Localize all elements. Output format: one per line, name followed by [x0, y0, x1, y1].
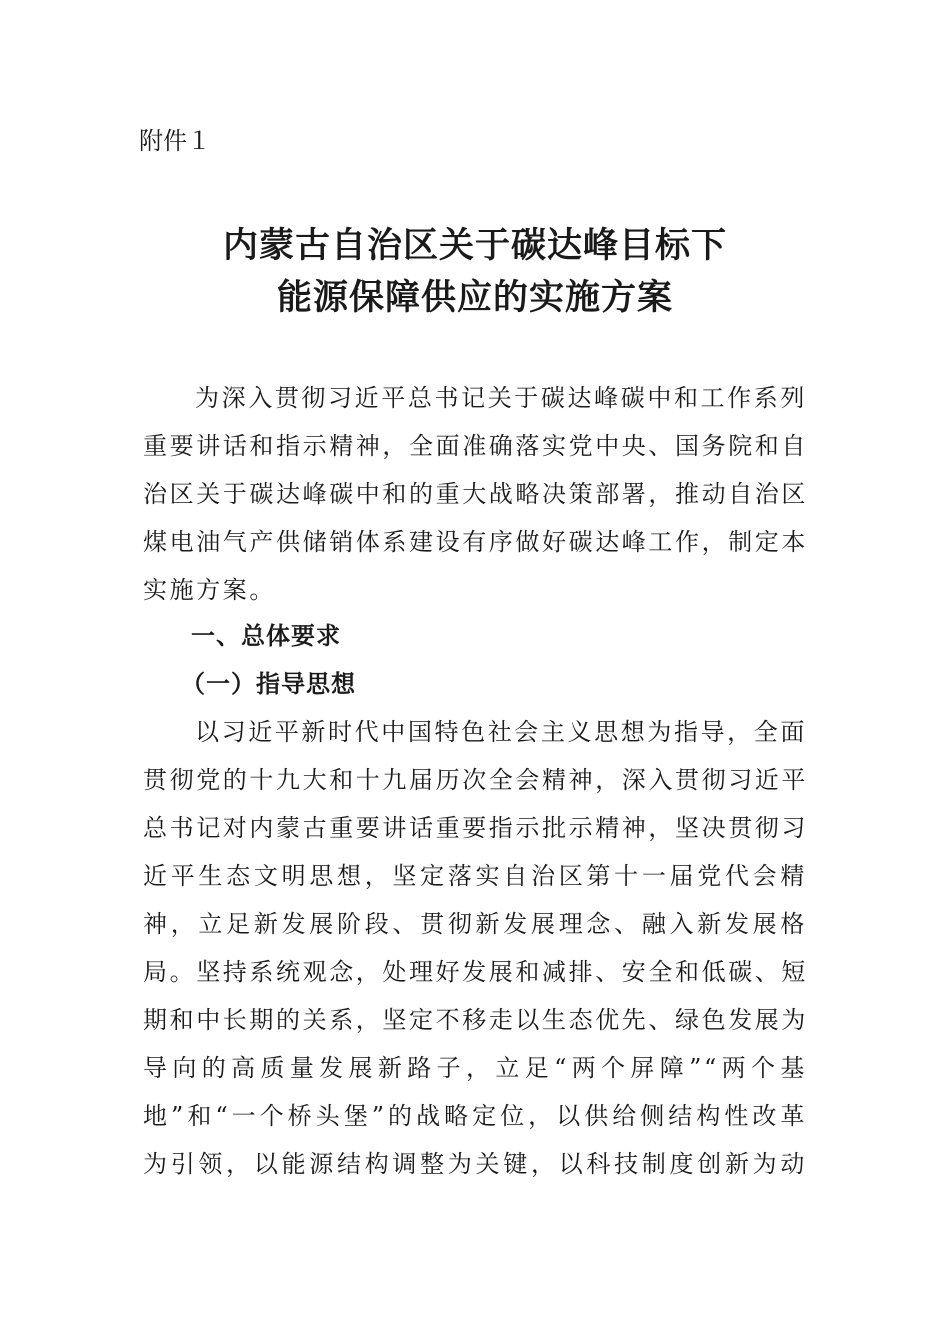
document-title	[0, 220, 950, 324]
body-line: 神，立足新发展阶段、贯彻新发展理念、融入新发展格	[143, 910, 807, 938]
intro-line: 煤电油气产供储销体系建设有序做好碳达峰工作，制定本	[143, 528, 808, 556]
subsection-heading-guiding-ideology: （一）指导思想	[181, 670, 356, 698]
body-line: 期和中长期的关系，坚定不移走以生态优先、绿色发展为	[143, 1006, 808, 1034]
intro-paragraph	[143, 374, 807, 614]
body-line: 导向的高质量发展新路子，立足“两个屏障”“两个基	[143, 1054, 807, 1082]
intro-line: 重要讲话和指示精神，全面准确落实党中央、国务院和自	[143, 432, 808, 460]
guiding-ideology-paragraph	[143, 708, 807, 1188]
title-line-2: 能源保障供应的实施方案	[276, 277, 673, 318]
body-line: 以习近平新时代中国特色社会主义思想为指导，全面	[195, 718, 807, 746]
body-line: 地”和“一个桥头堡”的战略定位，以供给侧结构性改革	[143, 1102, 807, 1130]
body-line: 局。坚持系统观念，处理好发展和减排、安全和低碳、短	[143, 958, 808, 986]
body-line: 总书记对内蒙古重要讲话重要指示批示精神，坚决贯彻习	[143, 814, 808, 842]
body-line: 为引领，以能源结构调整为关键，以科技制度创新为动	[143, 1150, 807, 1178]
attachment-label: 附件１	[139, 127, 211, 155]
body-line: 近平生态文明思想，坚定落实自治区第十一届党代会精	[143, 862, 807, 890]
body-line: 贯彻党的十九大和十九届历次全会精神，深入贯彻习近平	[143, 766, 808, 794]
intro-line: 实施方案。	[143, 576, 276, 604]
title-line-1: 内蒙古自治区关于碳达峰目标下	[222, 225, 727, 266]
intro-line: 治区关于碳达峰碳中和的重大战略决策部署，推动自治区	[143, 480, 808, 508]
section-heading-overall-requirements: 一、总体要求	[191, 622, 341, 650]
intro-line: 为深入贯彻习近平总书记关于碳达峰碳中和工作系列	[195, 384, 807, 412]
